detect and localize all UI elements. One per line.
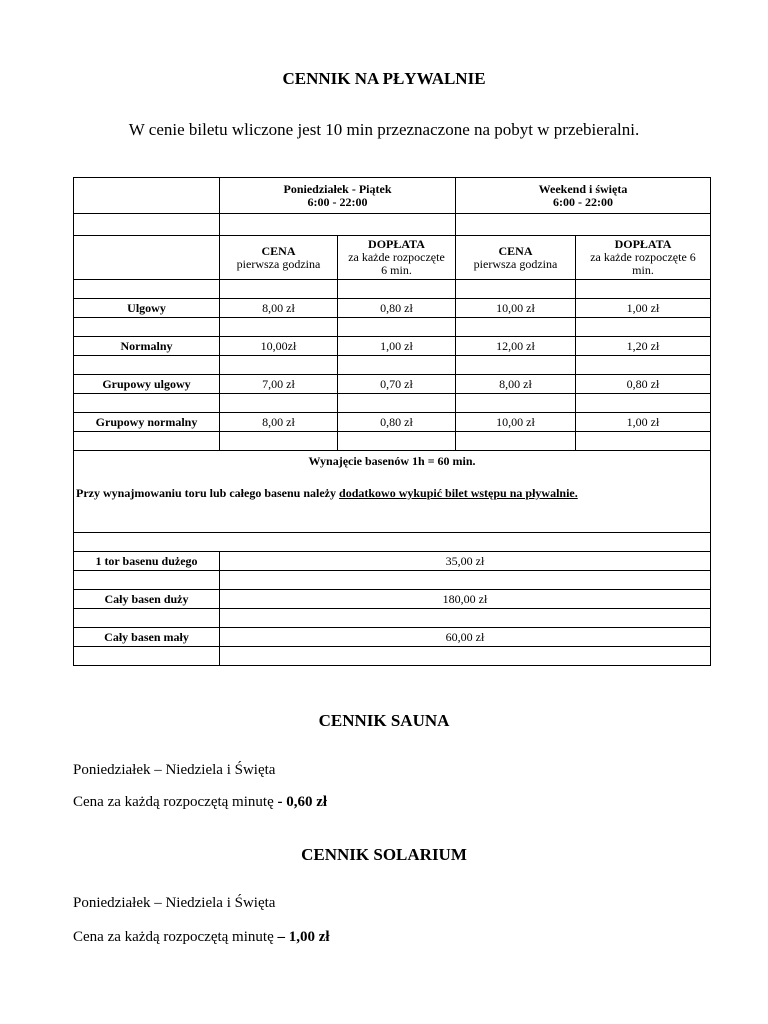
col-cena: CENA — [261, 243, 296, 258]
weekday-surcharge: 0,70 zł — [338, 375, 456, 394]
empty-cell — [456, 214, 711, 236]
col-doplata-sub-b: min. — [632, 263, 654, 277]
empty-cell — [74, 394, 220, 413]
col-cena-header — [220, 236, 338, 280]
empty-cell — [74, 432, 220, 451]
empty-cell — [576, 394, 711, 413]
col-doplata: DOPŁATA — [614, 237, 672, 251]
empty-cell — [74, 609, 220, 628]
rent-label: Cały basen mały — [74, 628, 220, 647]
table-row — [74, 590, 711, 609]
empty-cell — [456, 280, 576, 299]
row-label: Normalny — [74, 337, 220, 356]
table-row — [74, 413, 711, 432]
empty-cell — [74, 178, 220, 214]
col-doplata-sub: za każde rozpoczęte — [348, 250, 445, 264]
pool-price-table — [73, 177, 711, 666]
empty-cell — [456, 318, 576, 337]
empty-cell — [74, 533, 711, 552]
page-title: CENNIK NA PŁYWALNIE — [282, 69, 486, 88]
empty-cell — [220, 647, 711, 666]
intro-text: W cenie biletu wliczone jest 10 min przeznaczone na pobyt w przebieralni. — [128, 120, 640, 139]
empty-cell — [456, 432, 576, 451]
rent-price: 60,00 zł — [220, 628, 711, 647]
weekend-price: 10,00 zł — [456, 413, 576, 432]
col-cena-sub: pierwsza godzina — [236, 256, 321, 271]
solarium-title: CENNIK SOLARIUM — [301, 845, 467, 864]
rent-note-underlined: dodatkowo wykupić bilet wstępu na pływalnie. — [339, 486, 578, 500]
empty-cell — [338, 280, 456, 299]
weekday-name: Poniedziałek - Piątek — [283, 181, 392, 196]
empty-cell — [220, 609, 711, 628]
weekday-header — [220, 178, 456, 214]
table-row — [74, 628, 711, 647]
sauna-days: Poniedziałek – Niedziela i Święta — [73, 762, 276, 778]
empty-cell — [338, 318, 456, 337]
empty-cell — [74, 318, 220, 337]
table-row — [74, 299, 711, 318]
table-row — [74, 552, 711, 571]
rent-note — [76, 487, 708, 500]
sauna-title: CENNIK SAUNA — [318, 711, 450, 730]
empty-cell — [220, 432, 338, 451]
empty-cell — [576, 280, 711, 299]
weekend-price: 10,00 zł — [456, 299, 576, 318]
sauna-price-value: - 0,60 zł — [277, 794, 328, 810]
weekend-surcharge: 1,20 zł — [576, 337, 711, 356]
weekend-surcharge: 1,00 zł — [576, 413, 711, 432]
weekday-price: 7,00 zł — [220, 375, 338, 394]
rent-note-text: Przy wynajmowaniu toru lub całego basenu należy — [76, 486, 340, 500]
rent-heading: Wynajęcie basenów 1h = 60 min. — [308, 454, 476, 468]
weekday-surcharge: 0,80 zł — [338, 299, 456, 318]
weekday-hours: 6:00 - 22:00 — [307, 194, 368, 209]
col-doplata-header — [338, 236, 456, 280]
empty-cell — [74, 356, 220, 375]
weekend-surcharge: 0,80 zł — [576, 375, 711, 394]
solarium-price-text: Cena za każdą rozpoczętą minutę — [73, 929, 278, 945]
row-label: Grupowy normalny — [74, 413, 220, 432]
solarium-price — [73, 929, 330, 946]
col-doplata-sub-b: 6 min. — [381, 263, 412, 277]
weekday-price: 8,00 zł — [220, 299, 338, 318]
weekday-surcharge: 1,00 zł — [338, 337, 456, 356]
empty-cell — [220, 280, 338, 299]
empty-cell — [220, 356, 338, 375]
col-doplata-header — [576, 236, 711, 280]
rent-label: 1 tor basenu dużego — [74, 552, 220, 571]
weekend-surcharge: 1,00 zł — [576, 299, 711, 318]
weekend-hours: 6:00 - 22:00 — [553, 194, 613, 209]
weekend-name: Weekend i święta — [538, 181, 628, 196]
empty-cell — [74, 647, 220, 666]
weekend-price: 8,00 zł — [456, 375, 576, 394]
table-row — [74, 375, 711, 394]
weekday-surcharge: 0,80 zł — [338, 413, 456, 432]
empty-cell — [576, 432, 711, 451]
empty-cell — [456, 356, 576, 375]
weekend-price: 12,00 zł — [456, 337, 576, 356]
empty-cell — [220, 318, 338, 337]
empty-cell — [338, 394, 456, 413]
empty-cell — [456, 394, 576, 413]
col-doplata: DOPŁATA — [368, 237, 425, 251]
col-cena-sub: pierwsza godzina — [473, 256, 558, 271]
solarium-price-value: – 1,00 zł — [277, 929, 330, 945]
empty-cell — [74, 280, 220, 299]
rent-label: Cały basen duży — [74, 590, 220, 609]
col-cena-header — [456, 236, 576, 280]
sauna-price-text: Cena za każdą rozpoczętą minutę — [73, 794, 278, 810]
empty-cell — [74, 571, 220, 590]
rent-price: 35,00 zł — [220, 552, 711, 571]
rent-price: 180,00 zł — [220, 590, 711, 609]
rent-info-cell — [74, 451, 711, 533]
weekend-header — [456, 178, 711, 214]
row-label: Grupowy ulgowy — [74, 375, 220, 394]
row-label: Ulgowy — [74, 299, 220, 318]
weekday-price: 8,00 zł — [220, 413, 338, 432]
empty-cell — [74, 214, 220, 236]
empty-cell — [576, 318, 711, 337]
solarium-days: Poniedziałek – Niedziela i Święta — [73, 895, 276, 911]
table-row — [74, 337, 711, 356]
empty-cell — [338, 356, 456, 375]
empty-cell — [220, 394, 338, 413]
col-doplata-sub: za każde rozpoczęte 6 — [590, 250, 696, 264]
empty-cell — [338, 432, 456, 451]
weekday-price: 10,00zł — [220, 337, 338, 356]
sauna-price — [73, 794, 327, 811]
empty-cell — [220, 214, 456, 236]
empty-cell — [576, 356, 711, 375]
empty-cell — [74, 236, 220, 280]
col-cena: CENA — [498, 243, 533, 258]
empty-cell — [220, 571, 711, 590]
